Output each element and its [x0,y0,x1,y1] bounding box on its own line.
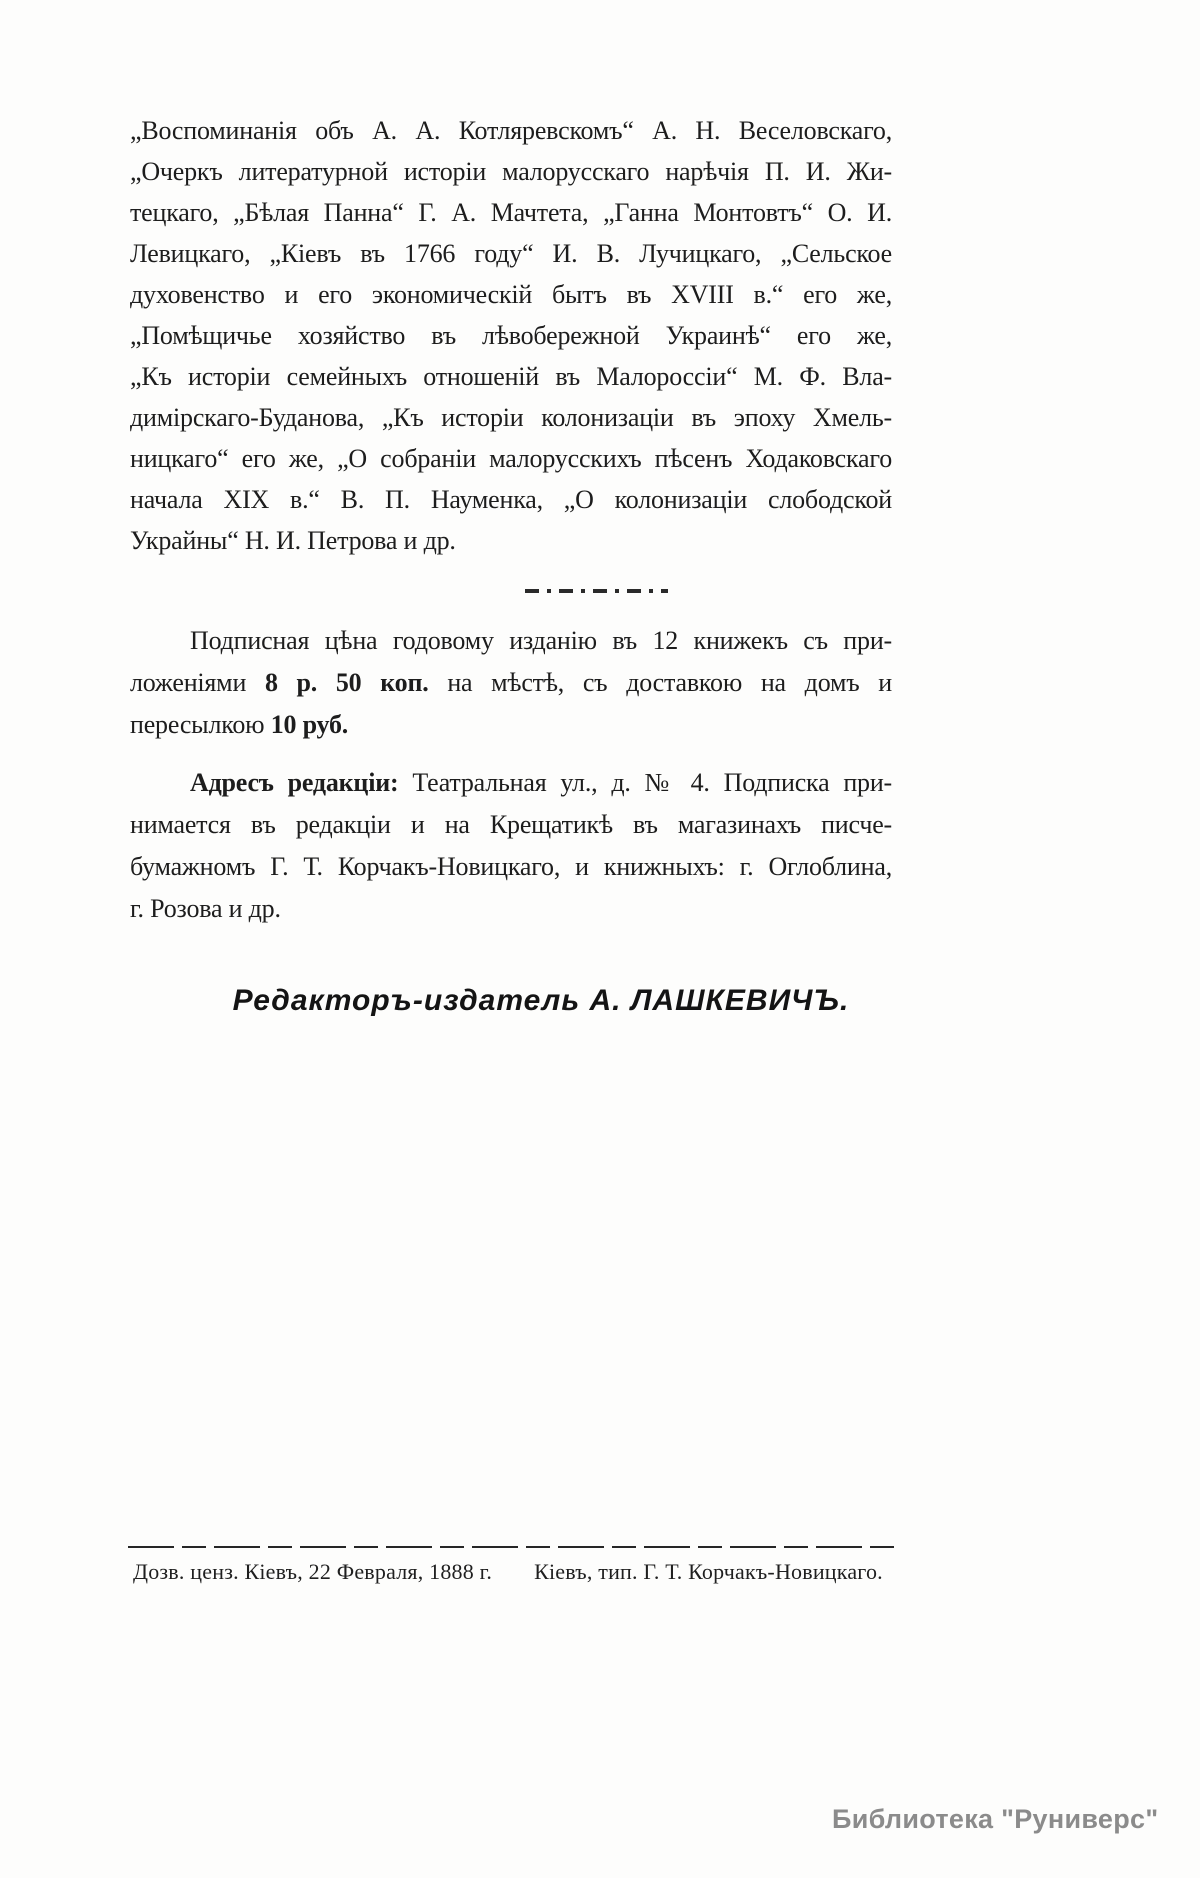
text-line [130,762,892,804]
section-divider-rule [525,589,668,593]
text-line: димірскаго-Буданова, „Къ исторіи колонизаціи въ эпоху Хмель- [130,403,892,432]
text-line: „Къ исторіи семейныхъ отношеній въ Малороссіи“ М. Ф. Вла- [130,362,892,391]
text-segment: пересылкою [130,710,265,739]
text-line: Украйны“ Н. И. Петрова и др. [130,526,456,555]
editor-signature-line: Редакторъ-издатель А. ЛАШКЕВИЧЪ. [232,984,850,1017]
text-line: г. Розова и др. [130,894,281,923]
text-line: Подписная цѣна годовому изданію въ 12 книжекъ съ при- [190,626,892,655]
text-segment: ложеніями [130,668,247,697]
text-line: нимается въ редакціи и на Крещатикѣ въ магазинахъ писче- [130,810,892,839]
text-line: ницкаго“ его же, „О собраніи малорусскихъ пѣсенъ Ходаковскаго [130,444,892,473]
text-segment: Театральная ул., д. № 4. Подписка при- [412,768,893,797]
text-line: „Помѣщичье хозяйство въ лѣвобережной Украинѣ“ его же, [130,321,892,350]
text-line [130,704,892,746]
library-watermark: Библиотека "Руниверс" [832,1804,1159,1834]
text-line: бумажномъ Г. Т. Корчакъ-Новицкаго, и книжныхъ: г. Оглоблина, [130,852,892,881]
address-paragraph [130,762,892,930]
address-lead-bold: Адресъ редакціи: [190,768,399,797]
book-list-paragraph [130,110,892,561]
text-line: Левицкаго, „Кіевъ въ 1766 году“ И. В. Лучицкаго, „Сельское [130,239,892,268]
censor-permission-text: Дозв. ценз. Кіевъ, 22 Февраля, 1888 г. [133,1559,493,1584]
imprint-line [133,1556,893,1588]
text-line: тецкаго, „Бѣлая Панна“ Г. А. Мачтета, „Ганна Монтовтъ“ О. И. [130,198,892,227]
text-line: духовенство и его экономическій бытъ въ XVIII в.“ его же, [130,280,892,309]
text-segment: на мѣстѣ, съ доставкою на домъ и [447,668,892,697]
printer-credit-text: Кіевъ, тип. Г. Т. Корчакъ-Новицкаго. [534,1559,883,1584]
imprint-rule [128,1546,894,1548]
text-line [130,662,892,704]
price-bold: 8 р. 50 коп. [264,668,429,697]
text-line: начала XIX в.“ В. П. Науменка, „О колонизаціи слободской [130,485,892,514]
subscription-paragraph [130,620,892,746]
text-line: „Очеркъ литературной исторіи малорусскаго нарѣчія П. И. Жи- [130,157,892,186]
text-line: „Воспоминанія объ А. А. Котляревскомъ“ А. Н. Веселовскаго, [130,116,892,145]
price-bold: 10 руб. [270,710,349,739]
